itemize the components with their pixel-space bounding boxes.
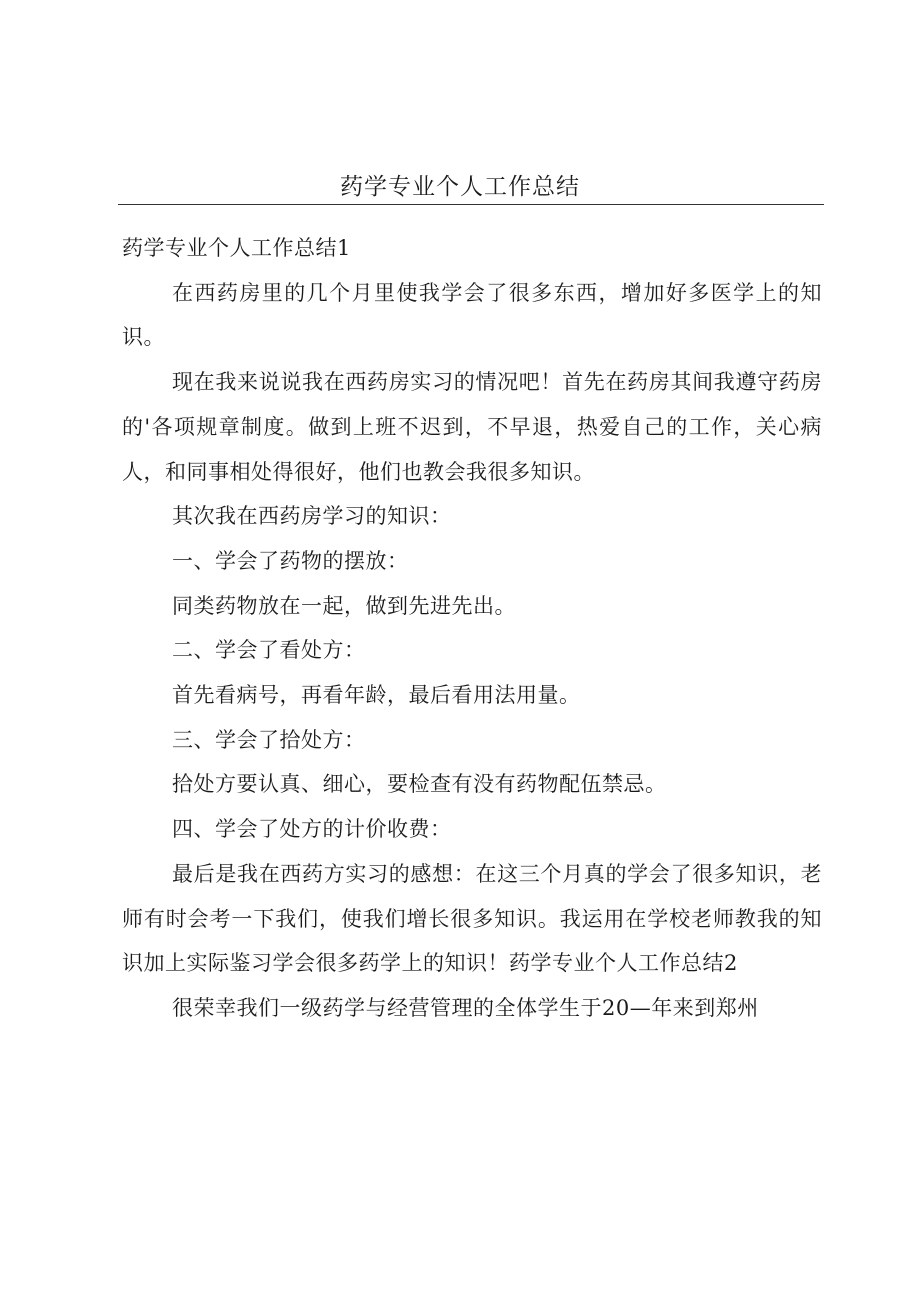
list-heading: 四、学会了处方的计价收费：	[172, 817, 452, 842]
document-title: 药学专业个人工作总结	[340, 174, 580, 200]
paragraph: 最后是我在西药方实习的感想：在这三个月真的学会了很多知识，老师有时会考一下我们，使我们增长很多知识。我运用在学校老师教我的知识加上实际鉴习学会很多药学上的知识！药学专业个人工作总结2	[122, 861, 822, 976]
list-heading: 二、学会了看处方：	[172, 638, 366, 663]
paragraph: 很荣幸我们一级药学与经营管理的全体学生于20—年来到郑州	[172, 995, 759, 1020]
paragraph: 同类药物放在一起，做到先进先出。	[172, 593, 516, 618]
paragraph: 现在我来说说我在西药房实习的情况吧！首先在药房其间我遵守药房的'各项规章制度。做到上班不迟到，不早退，热爱自己的工作，关心病人，和同事相处得很好，他们也教会我很多知识。	[122, 370, 822, 484]
paragraph: 拾处方要认真、细心，要检查有没有药物配伍禁忌。	[172, 772, 667, 797]
list-heading: 一、学会了药物的摆放：	[172, 548, 409, 573]
paragraph: 其次我在西药房学习的知识：	[172, 504, 452, 529]
title-divider	[118, 204, 824, 205]
document-body	[122, 226, 822, 1031]
paragraph: 在西药房里的几个月里使我学会了很多东西，增加好多医学上的知识。	[122, 280, 822, 350]
list-heading: 三、学会了拾处方：	[172, 727, 366, 752]
section-heading-1: 药学专业个人工作总结1	[122, 236, 351, 260]
paragraph: 首先看病号，再看年龄，最后看用法用量。	[172, 683, 581, 708]
